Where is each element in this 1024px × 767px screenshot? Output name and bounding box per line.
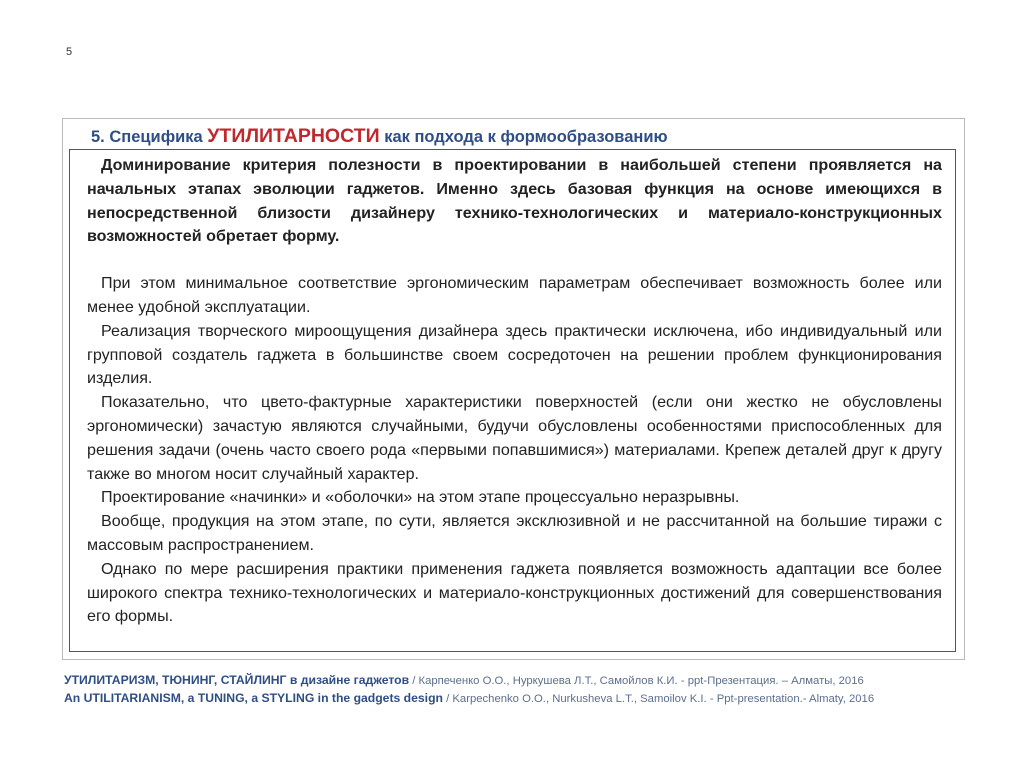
footer-ru-title: УТИЛИТАРИЗМ, ТЮНИНГ, СТАЙЛИНГ в дизайне гаджетов xyxy=(64,673,410,687)
body-paragraph: Показательно, что цвето-фактурные характеристики поверхностей (если они жестко не обусловлены эргономически) зачастую являются случайными, будучи обусловлены особенностями приспособленных для решения задачи (очень часто своего рода «первыми попавшимися») материалами. Крепеж деталей друг к другу также во многом носит случайный характер. xyxy=(87,393,942,483)
page-number: 5 xyxy=(66,46,73,58)
body-paragraph: Проектирование «начинки» и «оболочки» на этом этапе процессуально неразрывны. xyxy=(101,488,740,507)
body-paragraph: Реализация творческого мироощущения дизайнера здесь практически исключена, ибо индивидуальный или групповой создатель гаджета в большинстве своем сосредоточен на решении проблем функционирования изделия. xyxy=(87,321,942,388)
slide-title-prefix: 5. Специфика xyxy=(91,128,208,146)
body-paragraph: При этом минимальное соответствие эргономическим параметрам обеспечивает возможность более или менее удобной эксплуатации. xyxy=(87,274,942,316)
footer-en xyxy=(64,691,874,705)
slide-text-box xyxy=(69,149,956,652)
footer-en-credits: / Karpechenko O.O., Nurkusheva L.T., Samoilov K.I. - Ppt-presentation.- Almaty, 2016 xyxy=(442,693,875,705)
slide-title xyxy=(91,125,668,148)
footer-en-title: An UTILITARIANISM, a TUNING, a STYLING in the gadgets design xyxy=(64,691,443,705)
slide-frame xyxy=(62,118,965,660)
slide-title-suffix: как подхода к формообразованию xyxy=(379,128,668,146)
body-paragraph: Вообще, продукция на этом этапе, по сути, является эксклюзивной и не рассчитанной на большие тиражи с массовым распространением. xyxy=(87,512,942,554)
intro-paragraph: Доминирование критерия полезности в проектировании в наибольшей степени проявляется на начальных этапах эволюции гаджетов. Именно здесь базовая функция на основе имеющихся в непосредственной близости дизайнеру технико-технологических и материало-конструкционных возможностей обретает форму. xyxy=(87,156,942,246)
paragraph-gap xyxy=(87,249,942,272)
slide-title-accent: УТИЛИТАРНОСТИ xyxy=(207,125,380,147)
footer-ru xyxy=(64,673,864,687)
body-paragraph: Однако по мере расширения практики применения гаджета появляется возможность адаптации все более широкого спектра технико-технологических и материало-конструкционных достижений для совершенствования его формы. xyxy=(87,559,942,626)
footer-ru-credits: / Карпеченко О.О., Нуркушева Л.Т., Самойлов К.И. - ppt-Презентация. – Алматы, 2016 xyxy=(409,675,864,687)
